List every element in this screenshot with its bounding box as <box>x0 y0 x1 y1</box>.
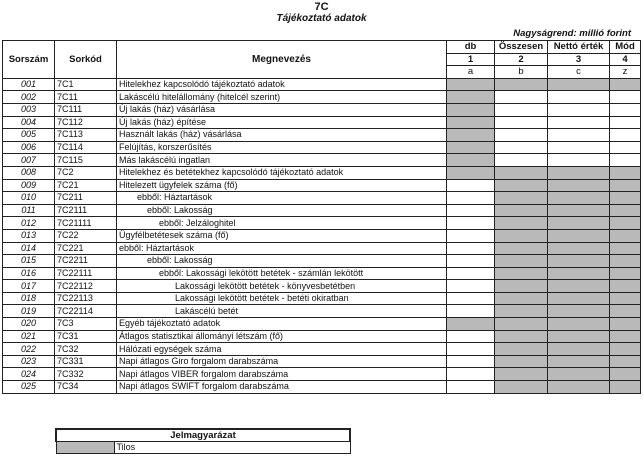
forbidden-cell <box>548 166 610 179</box>
row-description: Napi átlagos SWIFT forgalom darabszáma <box>117 381 447 394</box>
row-number: 006 <box>3 141 55 154</box>
row-number: 022 <box>3 343 55 356</box>
table-row <box>3 368 641 381</box>
forbidden-cell <box>610 267 641 280</box>
row-code: 7C221 <box>55 242 117 255</box>
row-code: 7C34 <box>55 381 117 394</box>
row-code: 7C22112 <box>55 280 117 293</box>
forbidden-cell <box>495 343 548 356</box>
col-header-megnevezes: Megnevezés <box>117 41 447 79</box>
row-number: 005 <box>3 129 55 142</box>
forbidden-cell <box>548 381 610 394</box>
table-row <box>3 129 641 142</box>
value-cell[interactable] <box>610 154 641 167</box>
col-num: 4 <box>610 53 641 66</box>
row-code: 7C332 <box>55 368 117 381</box>
table-row <box>3 179 641 192</box>
row-code: 7C3 <box>55 318 117 331</box>
row-description: Felújítás, korszerűsítés <box>117 141 447 154</box>
row-code: 7C22113 <box>55 292 117 305</box>
legend-swatch <box>56 442 114 454</box>
row-code: 7C22114 <box>55 305 117 318</box>
forbidden-cell <box>610 229 641 242</box>
table-row <box>3 318 641 331</box>
value-cell[interactable] <box>447 343 495 356</box>
forbidden-cell <box>610 330 641 343</box>
row-description: ebből: Háztartások <box>117 192 447 205</box>
forbidden-cell <box>548 192 610 205</box>
table-row <box>3 91 641 104</box>
forbidden-cell <box>610 78 641 91</box>
forbidden-cell <box>495 229 548 242</box>
forbidden-cell <box>610 217 641 230</box>
table-row <box>3 78 641 91</box>
forbidden-cell <box>447 318 495 331</box>
forbidden-cell <box>610 355 641 368</box>
table-body <box>3 78 641 393</box>
row-code: 7C115 <box>55 154 117 167</box>
row-number: 002 <box>3 91 55 104</box>
value-cell[interactable] <box>447 381 495 394</box>
row-description: ebből: Lakosság <box>117 204 447 217</box>
row-number: 015 <box>3 255 55 268</box>
row-number: 023 <box>3 355 55 368</box>
forbidden-cell <box>447 154 495 167</box>
row-code: 7C32 <box>55 343 117 356</box>
forbidden-cell <box>495 255 548 268</box>
table-row <box>3 229 641 242</box>
data-table <box>2 40 641 394</box>
table-row <box>3 280 641 293</box>
table-row <box>3 381 641 394</box>
legend <box>55 428 351 454</box>
row-description: Lakossági lekötött betétek - betéti okiratban <box>117 292 447 305</box>
forbidden-cell <box>548 229 610 242</box>
forbidden-cell <box>548 305 610 318</box>
col-header-sorkod: Sorkód <box>55 41 117 79</box>
row-description: Átlagos statisztikai állományi létszám (fő) <box>117 330 447 343</box>
forbidden-cell <box>447 141 495 154</box>
forbidden-cell <box>548 368 610 381</box>
table-row <box>3 116 641 129</box>
row-description: ebből: Jelzáloghitel <box>117 217 447 230</box>
value-cell[interactable] <box>447 355 495 368</box>
forbidden-cell <box>495 280 548 293</box>
row-code: 7C22111 <box>55 267 117 280</box>
value-cell[interactable] <box>610 129 641 142</box>
forbidden-cell <box>548 179 610 192</box>
row-description: Más lakáscélú ingatlan <box>117 154 447 167</box>
col-header-netto: Nettó érték <box>548 41 610 54</box>
forbidden-cell <box>548 267 610 280</box>
row-description: Napi átlagos VIBER forgalom darabszáma <box>117 368 447 381</box>
col-header-db: db <box>447 41 495 54</box>
row-description: Hitelekhez kapcsolódó tájékoztató adatok <box>117 78 447 91</box>
col-header-mod: Mód <box>610 41 641 54</box>
row-number: 001 <box>3 78 55 91</box>
col-header-sorszam: Sorszám <box>3 41 55 79</box>
forbidden-cell <box>548 343 610 356</box>
forbidden-cell <box>548 242 610 255</box>
value-cell[interactable] <box>610 116 641 129</box>
forbidden-cell <box>548 255 610 268</box>
row-number: 009 <box>3 179 55 192</box>
forbidden-cell <box>610 292 641 305</box>
row-description: Hitelezett ügyfelek száma (fő) <box>117 179 447 192</box>
forbidden-cell <box>548 292 610 305</box>
table-row <box>3 242 641 255</box>
row-number: 007 <box>3 154 55 167</box>
forbidden-cell <box>447 103 495 116</box>
row-code: 7C331 <box>55 355 117 368</box>
col-num: 3 <box>548 53 610 66</box>
forbidden-cell <box>610 368 641 381</box>
row-description: ebből: Háztartások <box>117 242 447 255</box>
col-letter: c <box>548 66 610 79</box>
col-letter: b <box>495 66 548 79</box>
forbidden-cell <box>548 318 610 331</box>
forbidden-cell <box>495 368 548 381</box>
value-cell[interactable] <box>447 280 495 293</box>
forbidden-cell <box>495 78 548 91</box>
table-row <box>3 141 641 154</box>
forbidden-cell <box>495 267 548 280</box>
row-number: 019 <box>3 305 55 318</box>
forbidden-cell <box>610 204 641 217</box>
value-cell[interactable] <box>495 129 548 142</box>
value-cell[interactable] <box>548 141 610 154</box>
forbidden-cell <box>495 330 548 343</box>
row-description: ebből: Lakosság <box>117 255 447 268</box>
forbidden-cell <box>495 305 548 318</box>
value-cell[interactable] <box>610 103 641 116</box>
table-row <box>3 217 641 230</box>
table-row <box>3 343 641 356</box>
row-number: 011 <box>3 204 55 217</box>
row-number: 012 <box>3 217 55 230</box>
row-code: 7C2211 <box>55 255 117 268</box>
form-code: 7C <box>314 1 329 13</box>
table-row <box>3 267 641 280</box>
forbidden-cell <box>495 192 548 205</box>
forbidden-cell <box>610 381 641 394</box>
forbidden-cell <box>548 217 610 230</box>
table-row <box>3 103 641 116</box>
forbidden-cell <box>548 355 610 368</box>
value-cell[interactable] <box>447 292 495 305</box>
forbidden-cell <box>495 292 548 305</box>
scale-note: Nagyságrend: millió forint <box>513 28 631 39</box>
table-row <box>3 154 641 167</box>
forbidden-cell <box>447 129 495 142</box>
forbidden-cell <box>495 204 548 217</box>
value-cell[interactable] <box>548 103 610 116</box>
row-number: 004 <box>3 116 55 129</box>
forbidden-cell <box>447 116 495 129</box>
forbidden-cell <box>610 343 641 356</box>
forbidden-cell <box>610 280 641 293</box>
col-num: 1 <box>447 53 495 66</box>
forbidden-cell <box>548 78 610 91</box>
value-cell[interactable] <box>548 116 610 129</box>
col-header-osszesen: Összesen <box>495 41 548 54</box>
value-cell[interactable] <box>447 179 495 192</box>
row-description: ebből: Lakossági lekötött betétek - számlán lekötött <box>117 267 447 280</box>
value-cell[interactable] <box>447 229 495 242</box>
table-row <box>3 255 641 268</box>
value-cell[interactable] <box>610 141 641 154</box>
table-row <box>3 355 641 368</box>
value-cell[interactable] <box>447 368 495 381</box>
col-letter: z <box>610 66 641 79</box>
forbidden-cell <box>447 91 495 104</box>
row-code: 7C21 <box>55 179 117 192</box>
row-code: 7C111 <box>55 103 117 116</box>
forbidden-cell <box>548 330 610 343</box>
row-description: Lakáscélú hitelállomány (hitelcél szerint) <box>117 91 447 104</box>
table-row <box>3 292 641 305</box>
row-description: Ügyfélbetétesek száma (fő) <box>117 229 447 242</box>
value-cell[interactable] <box>495 91 548 104</box>
value-cell[interactable] <box>548 129 610 142</box>
forbidden-cell <box>447 78 495 91</box>
row-description: Új lakás (ház) építése <box>117 116 447 129</box>
forbidden-cell <box>610 318 641 331</box>
row-number: 018 <box>3 292 55 305</box>
table-row <box>3 305 641 318</box>
row-code: 7C21111 <box>55 217 117 230</box>
legend-item-label: Tilos <box>114 442 350 454</box>
row-number: 024 <box>3 368 55 381</box>
forbidden-cell <box>610 242 641 255</box>
row-code: 7C11 <box>55 91 117 104</box>
forbidden-cell <box>610 255 641 268</box>
row-description: Lakossági lekötött betétek - könyvesbetétben <box>117 280 447 293</box>
value-cell[interactable] <box>495 116 548 129</box>
table-row <box>3 204 641 217</box>
value-cell[interactable] <box>447 255 495 268</box>
row-code: 7C1 <box>55 78 117 91</box>
row-code: 7C2 <box>55 166 117 179</box>
value-cell[interactable] <box>495 103 548 116</box>
forbidden-cell <box>548 280 610 293</box>
value-cell[interactable] <box>495 141 548 154</box>
forbidden-cell <box>447 166 495 179</box>
row-number: 025 <box>3 381 55 394</box>
table-row <box>3 192 641 205</box>
forbidden-cell <box>495 242 548 255</box>
row-number: 021 <box>3 330 55 343</box>
row-number: 020 <box>3 318 55 331</box>
legend-title: Jelmagyarázat <box>56 429 350 442</box>
value-cell[interactable] <box>610 91 641 104</box>
value-cell[interactable] <box>447 267 495 280</box>
row-description: Napi átlagos Giro forgalom darabszáma <box>117 355 447 368</box>
col-num: 2 <box>495 53 548 66</box>
col-letter: a <box>447 66 495 79</box>
row-code: 7C114 <box>55 141 117 154</box>
value-cell[interactable] <box>447 242 495 255</box>
row-number: 013 <box>3 229 55 242</box>
row-description: Új lakás (ház) vásárlása <box>117 103 447 116</box>
row-number: 010 <box>3 192 55 205</box>
forbidden-cell <box>548 204 610 217</box>
row-code: 7C31 <box>55 330 117 343</box>
forbidden-cell <box>610 166 641 179</box>
forbidden-cell <box>610 305 641 318</box>
row-code: 7C211 <box>55 192 117 205</box>
value-cell[interactable] <box>447 192 495 205</box>
row-description: Hálózati egységek száma <box>117 343 447 356</box>
row-number: 014 <box>3 242 55 255</box>
row-description: Hitelekhez és betétekhez kapcsolódó tájékoztató adatok <box>117 166 447 179</box>
value-cell[interactable] <box>447 330 495 343</box>
row-number: 008 <box>3 166 55 179</box>
row-description: Használt lakás (ház) vásárlása <box>117 129 447 142</box>
value-cell[interactable] <box>447 204 495 217</box>
form-title: Tájékoztató adatok <box>276 13 367 24</box>
row-description: Egyéb tájékoztató adatok <box>117 318 447 331</box>
value-cell[interactable] <box>548 154 610 167</box>
row-code: 7C22 <box>55 229 117 242</box>
forbidden-cell <box>610 192 641 205</box>
row-number: 017 <box>3 280 55 293</box>
row-code: 7C112 <box>55 116 117 129</box>
row-number: 003 <box>3 103 55 116</box>
row-code: 7C2111 <box>55 204 117 217</box>
value-cell[interactable] <box>447 217 495 230</box>
row-code: 7C113 <box>55 129 117 142</box>
row-description: Lakáscélú betét <box>117 305 447 318</box>
row-number: 016 <box>3 267 55 280</box>
forbidden-cell <box>495 179 548 192</box>
value-cell[interactable] <box>548 91 610 104</box>
forbidden-cell <box>495 166 548 179</box>
forbidden-cell <box>495 318 548 331</box>
value-cell[interactable] <box>447 305 495 318</box>
value-cell[interactable] <box>495 154 548 167</box>
forbidden-cell <box>495 355 548 368</box>
forbidden-cell <box>495 381 548 394</box>
table-row <box>3 166 641 179</box>
forbidden-cell <box>495 217 548 230</box>
forbidden-cell <box>610 179 641 192</box>
table-row <box>3 330 641 343</box>
